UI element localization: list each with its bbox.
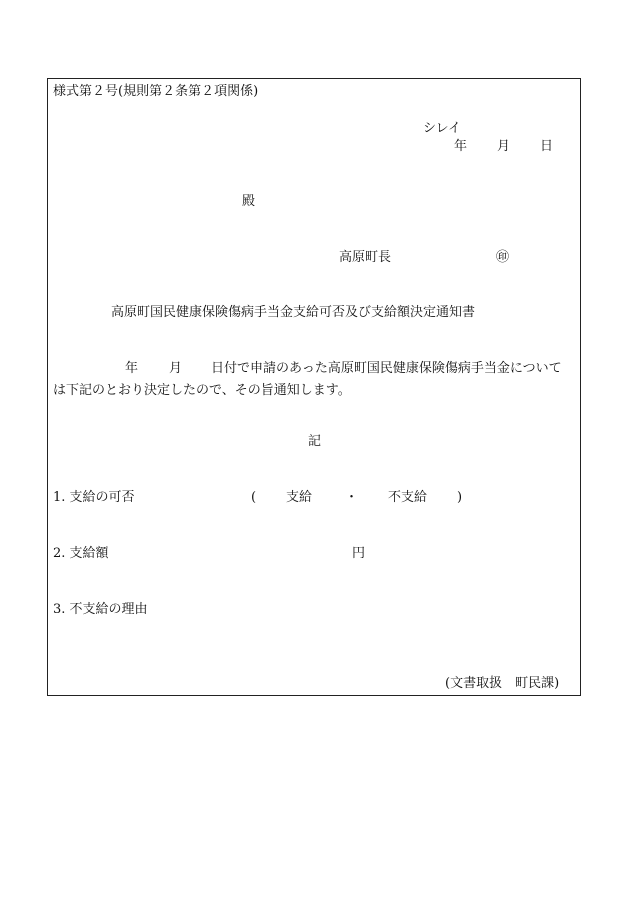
item1-label: 1. 支給の可否	[53, 490, 135, 505]
seal-mark: ㊞	[496, 250, 510, 265]
date-day: 日	[540, 139, 554, 154]
option-separator: ・	[345, 490, 359, 505]
issuer-title: 高原町長	[339, 250, 392, 265]
item1-close-paren: )	[457, 490, 463, 505]
date-year: 年	[454, 139, 468, 154]
item2-label: 2. 支給額	[53, 546, 109, 561]
option-yes: 支給	[286, 490, 313, 505]
body-paragraph	[53, 358, 577, 402]
item2-unit: 円	[352, 546, 366, 561]
body-year: 年	[125, 361, 139, 376]
item3-label: 3. 不支給の理由	[53, 602, 148, 617]
footer-note: (文書取扱 町民課)	[445, 676, 560, 691]
date-month: 月	[497, 139, 511, 154]
addressee-suffix: 殿	[242, 194, 256, 209]
ki-heading: 記	[308, 434, 322, 449]
option-no: 不支給	[388, 490, 428, 505]
item1-open-paren: (	[251, 490, 257, 505]
body-month: 月	[169, 361, 183, 376]
form-number: 様式第２号(規則第２条第２項関係)	[53, 84, 259, 99]
body-text: 日付で申請のあった高原町国民健康保険傷病手当金について は下記のとおり決定したので、その旨通知します。	[53, 361, 562, 398]
document-title: 高原町国民健康保険傷病手当金支給可否及び支給額決定通知書	[111, 305, 476, 320]
document-number: シレイ	[423, 121, 462, 136]
